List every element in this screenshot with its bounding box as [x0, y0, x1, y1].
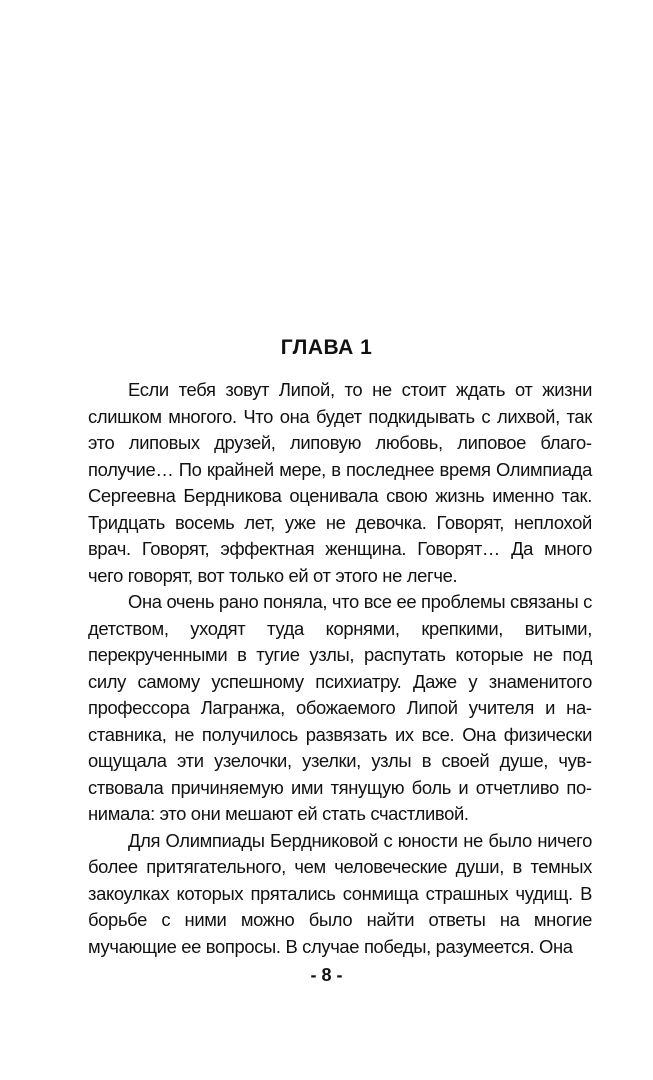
paragraph: Если тебя зовут Липой, то не стоит ждать от жизни слишком многого. Что она будет подкидывать с лихвой, так это липовых друзей, липовую любовь, липовое благополучие… По крайней мере, в последнее время Олимпиада Сергеевна Бердникова оценивала свою жизнь именно так. Тридцать восемь лет, уже не девочка. Говорят, неплохой врач. Говорят, эффектная женщина. Говорят… Да много чего говорят, вот только ей от этого не легче. [88, 379, 592, 586]
chapter-title: ГЛАВА 1 [280, 336, 373, 359]
paragraph: Для Олимпиады Бердниковой с юности не было ничего более притягательного, чем человеческие души, в темных закоулках которых прятались сонмища страшных чудищ. В борьбе с ними можно было найти ответы на многие мучающие ее вопросы. В случае победы, разумеется. Она [88, 829, 592, 957]
paragraph: Она очень рано поняла, что все ее проблемы связаны с детством, уходят туда корнями, крепкими, витыми, перекрученными в тугие узлы, распутать которые не под силу самому успешному психиатру. Даже у знаменитого профессора Лагранжа, обожаемого Липой учителя и наставника, не получилось развязать их все. Она физически ощущала эти узелочки, узелки, узлы в своей душе, чувствовала причиняемую ими тянущую боль и отчетливо понимала: это они мешают ей стать счастливой. [88, 591, 592, 824]
body-text [88, 377, 592, 960]
page-number: - 8 - [310, 965, 343, 985]
